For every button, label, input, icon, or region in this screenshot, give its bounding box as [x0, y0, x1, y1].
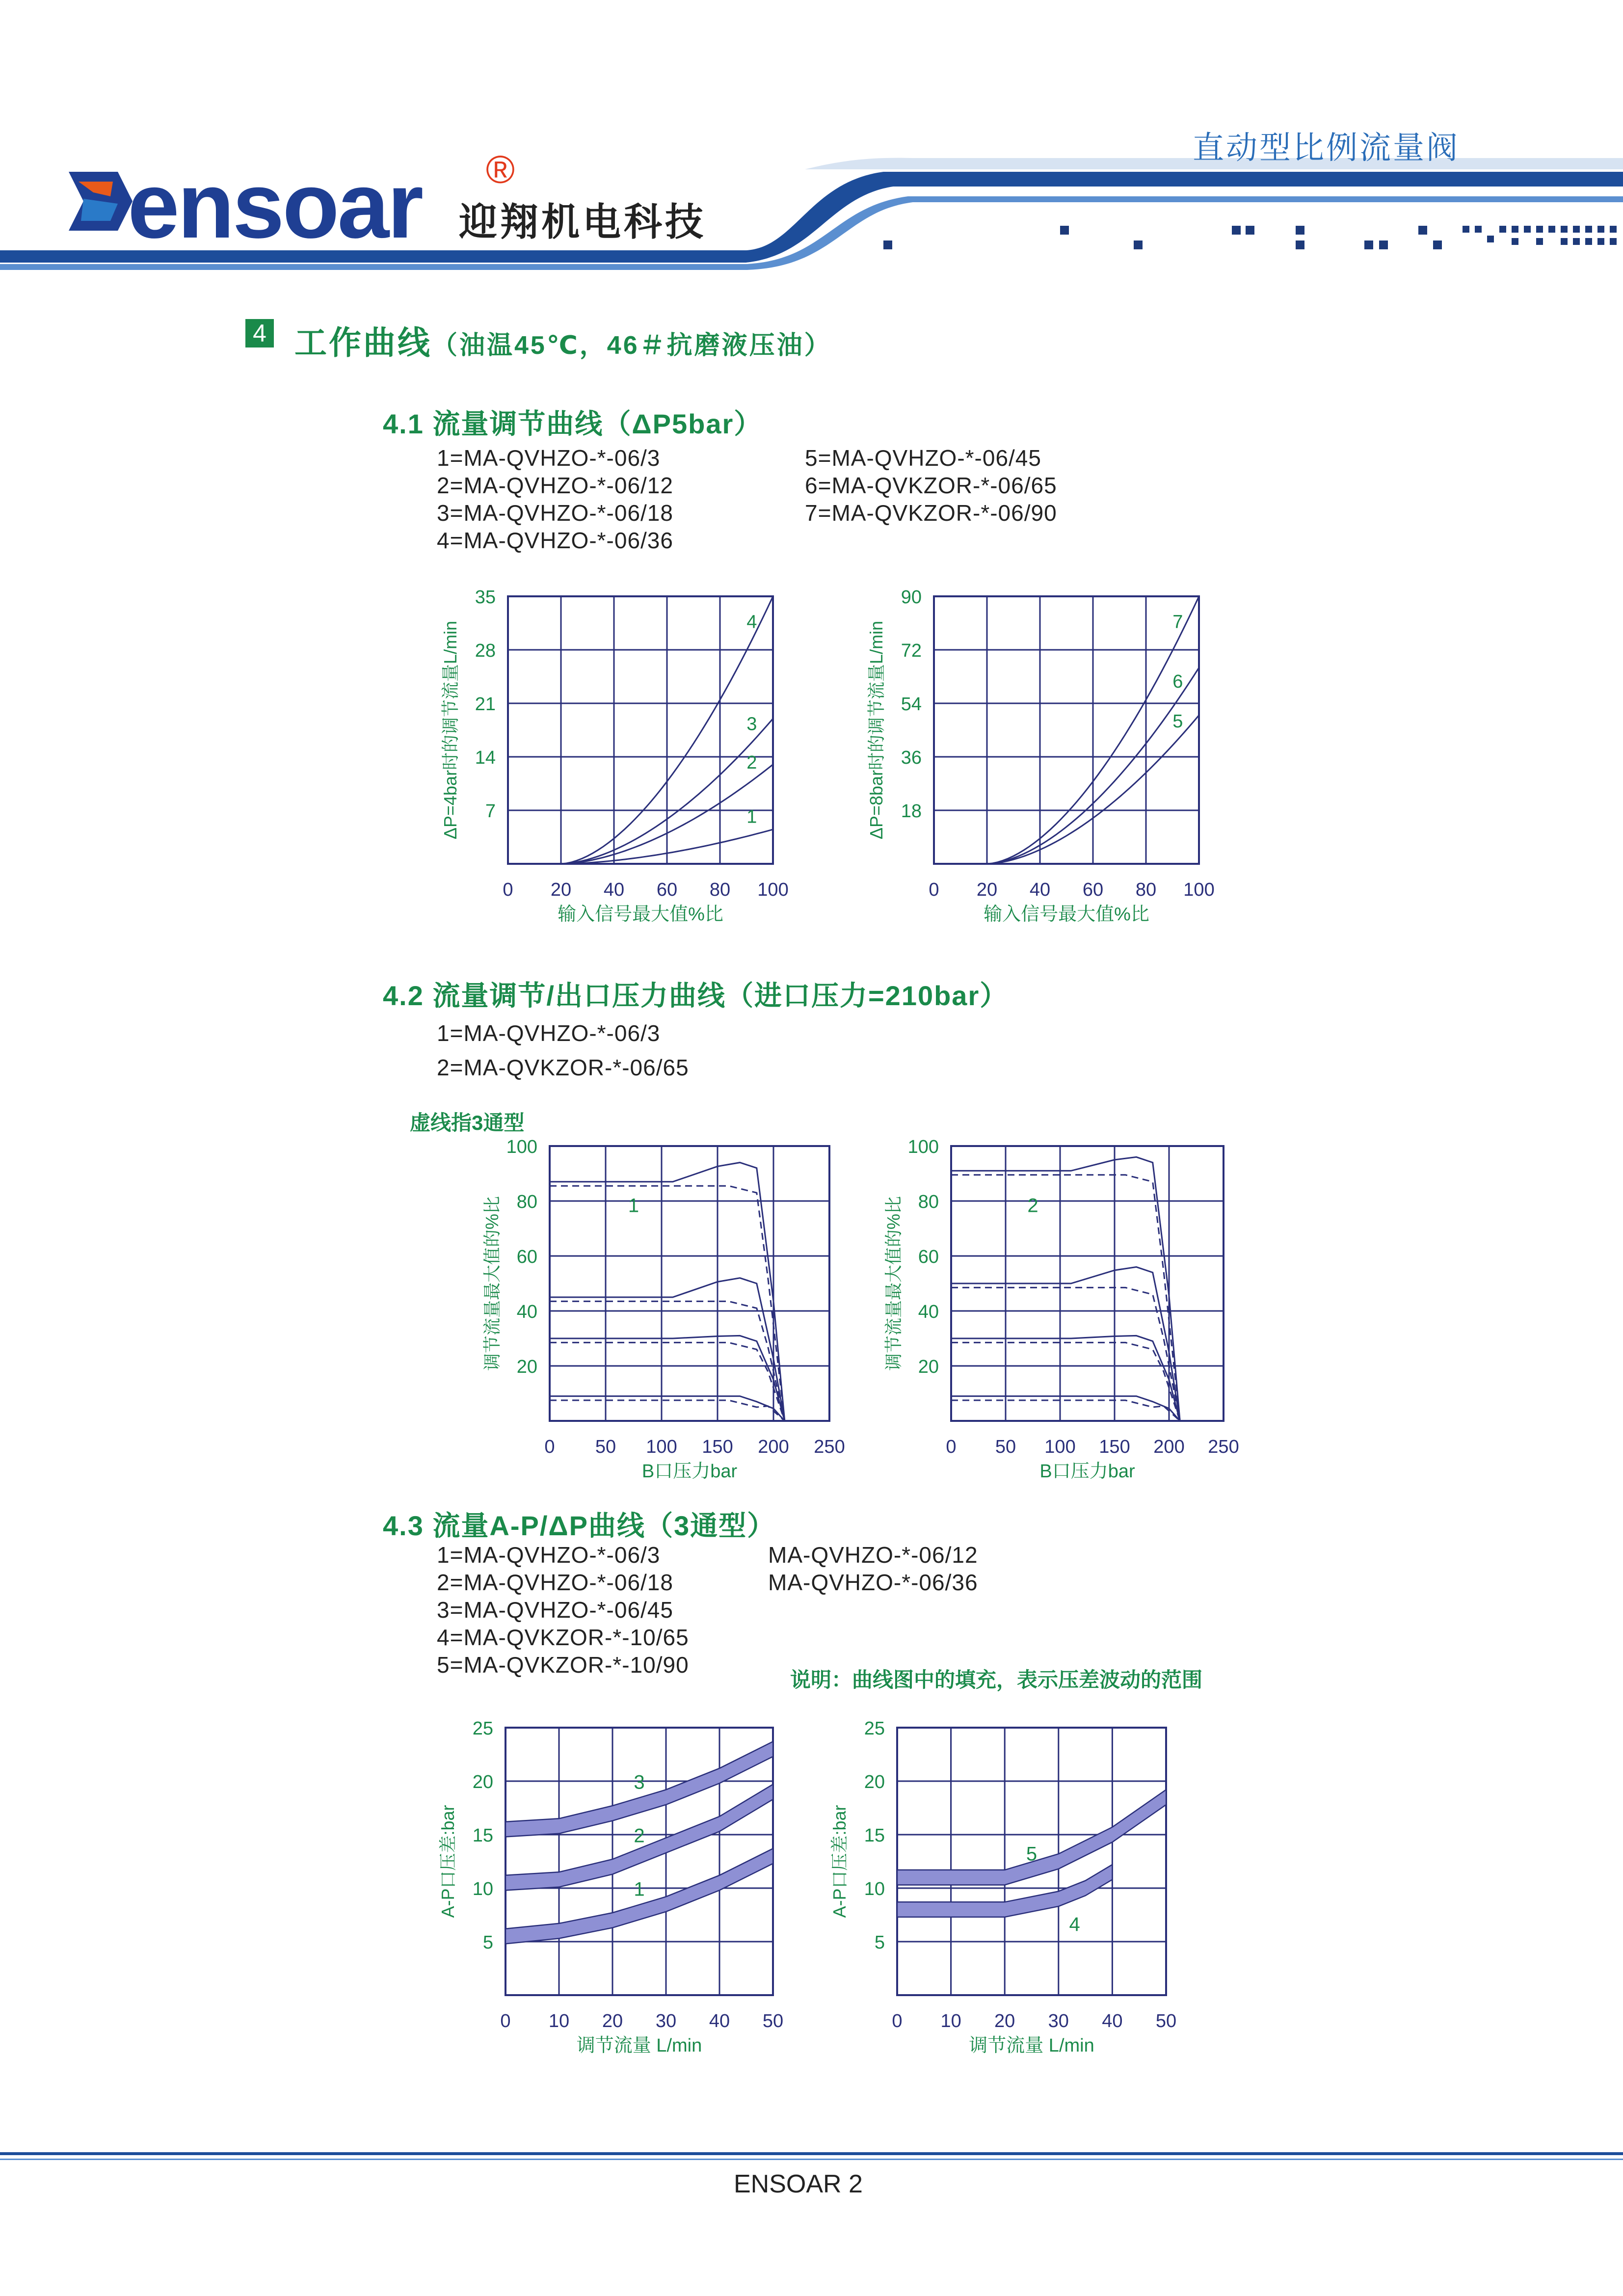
- y-axis-label: 调节流量最大值的%比: [482, 1196, 502, 1371]
- x-tick-label: 200: [1153, 1437, 1185, 1457]
- model-line: 3=MA-QVHZO-*-06/18: [437, 500, 673, 526]
- model-line: 5=MA-QVKZOR-*-10/90: [437, 1652, 689, 1678]
- x-tick-label: 50: [1155, 2011, 1177, 2031]
- series-label-5: 5: [1026, 1843, 1038, 1865]
- y-axis-label: A-P口压差:bar: [829, 1805, 850, 1918]
- series-dashed-line: [951, 1175, 1180, 1421]
- y-tick-label: 72: [901, 641, 922, 661]
- x-axis-label: B口压力bar: [641, 1461, 738, 1482]
- x-axis-label: B口压力bar: [1039, 1461, 1135, 1482]
- series-label-4: 4: [1069, 1914, 1080, 1936]
- y-tick-label: 20: [516, 1357, 537, 1377]
- series-dashed-line: [951, 1400, 1180, 1421]
- series-solid-line: [951, 1267, 1180, 1421]
- y-tick-label: 5: [482, 1932, 493, 1953]
- series-dashed-line: [550, 1301, 785, 1421]
- x-tick-label: 50: [762, 2011, 784, 2031]
- x-tick-label: 0: [929, 880, 939, 900]
- y-tick-label: 20: [472, 1772, 493, 1792]
- subsection-4-1-title: 4.1 流量调节曲线（ΔP5bar）: [383, 408, 763, 439]
- model-line: 2=MA-QVHZO-*-06/18: [437, 1570, 673, 1595]
- section-subtitle: （油温45℃，46＃抗磨液压油）: [432, 331, 832, 360]
- y-tick-label: 60: [516, 1247, 537, 1267]
- series-label-2: 2: [746, 752, 757, 773]
- chart-1: [508, 596, 773, 864]
- series-dashed-line: [550, 1342, 785, 1421]
- x-tick-label: 100: [1044, 1437, 1076, 1457]
- model-line: 5=MA-QVHZO-*-06/45: [805, 445, 1041, 471]
- plot-frame: [550, 1146, 829, 1421]
- model-line: 3=MA-QVHZO-*-06/45: [437, 1597, 673, 1623]
- series-label-2: 2: [1027, 1195, 1038, 1217]
- page-header-title: 直动型比例流量阀: [1193, 130, 1460, 165]
- x-tick-label: 10: [940, 2011, 961, 2031]
- chart-3: [550, 1146, 829, 1421]
- y-tick-label: 20: [918, 1357, 939, 1377]
- plot-frame: [508, 596, 773, 864]
- y-tick-label: 40: [918, 1302, 939, 1322]
- y-tick-label: 80: [516, 1192, 537, 1212]
- x-tick-label: 30: [655, 2011, 677, 2031]
- y-tick-label: 10: [472, 1879, 493, 1899]
- logo-text: ensoar: [128, 154, 422, 258]
- x-tick-label: 60: [1082, 880, 1104, 900]
- x-tick-label: 0: [544, 1437, 555, 1457]
- x-tick-label: 80: [709, 880, 731, 900]
- x-tick-label: 250: [814, 1437, 845, 1457]
- series-label-6: 6: [1172, 671, 1183, 692]
- section-title-text: 工作曲线: [294, 324, 432, 361]
- series-label-1: 1: [634, 1878, 645, 1900]
- x-tick-label: 100: [646, 1437, 677, 1457]
- subsection-4-2-title: 4.2 流量调节/出口压力曲线（进口压力=210bar）: [383, 980, 1009, 1011]
- x-tick-label: 150: [702, 1437, 733, 1457]
- y-tick-label: 18: [901, 801, 922, 822]
- chart-2: [934, 596, 1199, 864]
- series-label-4: 4: [746, 612, 757, 633]
- y-tick-label: 90: [901, 587, 922, 608]
- x-tick-label: 40: [709, 2011, 730, 2031]
- chart-5: [506, 1728, 773, 1995]
- x-tick-label: 100: [757, 880, 789, 900]
- series-label-3: 3: [634, 1771, 645, 1793]
- footer-rule: [0, 2152, 1623, 2155]
- series-label-1: 1: [746, 806, 757, 828]
- series-solid-line: [951, 1335, 1180, 1421]
- series-label-2: 2: [634, 1825, 645, 1847]
- x-axis-label: 输入信号最大值%比: [984, 904, 1149, 925]
- plot-frame: [934, 596, 1199, 864]
- y-tick-label: 100: [907, 1137, 939, 1157]
- y-axis-label: ΔP=4bar时的调节流量L/min: [440, 620, 460, 840]
- x-tick-label: 20: [994, 2011, 1015, 2031]
- logo-chinese-name: 迎翔机电科技: [459, 200, 707, 243]
- section-number-badge: 4: [245, 319, 274, 347]
- x-tick-label: 20: [550, 880, 572, 900]
- y-tick-label: 15: [472, 1825, 493, 1846]
- x-axis-label: 调节流量 L/min: [969, 2035, 1094, 2056]
- x-axis-label: 调节流量 L/min: [576, 2035, 702, 2056]
- y-tick-label: 35: [475, 587, 496, 608]
- series-solid-line: [550, 1335, 785, 1421]
- x-tick-label: 0: [503, 880, 513, 900]
- x-tick-label: 50: [995, 1437, 1016, 1457]
- x-tick-label: 40: [603, 880, 625, 900]
- y-tick-label: 21: [475, 694, 496, 715]
- model-line: MA-QVHZO-*-06/12: [768, 1542, 978, 1568]
- x-tick-label: 0: [892, 2011, 903, 2031]
- x-tick-label: 250: [1208, 1437, 1239, 1457]
- subsection-4-3-title: 4.3 流量A-P/ΔP曲线（3通型）: [383, 1510, 776, 1541]
- x-tick-label: 80: [1135, 880, 1157, 900]
- model-line: 4=MA-QVHZO-*-06/36: [437, 528, 673, 553]
- x-axis-label: 输入信号最大值%比: [558, 904, 723, 925]
- series-band-5: [897, 1789, 1166, 1885]
- y-tick-label: 60: [918, 1247, 939, 1267]
- registered-mark: ®: [486, 148, 515, 191]
- y-tick-label: 100: [506, 1137, 537, 1157]
- x-tick-label: 40: [1102, 2011, 1123, 2031]
- y-tick-label: 7: [485, 801, 496, 822]
- chart-4: [951, 1146, 1224, 1421]
- y-tick-label: 25: [472, 1718, 493, 1739]
- model-line: 4=MA-QVKZOR-*-10/65: [437, 1625, 689, 1650]
- model-line: 2=MA-QVKZOR-*-06/65: [437, 1055, 689, 1080]
- x-tick-label: 10: [548, 2011, 570, 2031]
- model-line: 2=MA-QVHZO-*-06/12: [437, 473, 673, 498]
- model-line: 1=MA-QVHZO-*-06/3: [437, 445, 661, 471]
- y-axis-label: ΔP=8bar时的调节流量L/min: [866, 620, 886, 840]
- x-tick-label: 60: [656, 880, 678, 900]
- x-tick-label: 40: [1029, 880, 1051, 900]
- x-tick-label: 30: [1048, 2011, 1069, 2031]
- y-tick-label: 25: [864, 1718, 885, 1739]
- y-tick-label: 28: [475, 641, 496, 661]
- series-solid-line: [951, 1157, 1180, 1421]
- model-line: MA-QVHZO-*-06/36: [768, 1570, 978, 1595]
- series-label-3: 3: [746, 714, 757, 735]
- model-line: 1=MA-QVHZO-*-06/3: [437, 1020, 661, 1046]
- y-tick-label: 54: [901, 694, 922, 715]
- x-tick-label: 0: [500, 2011, 511, 2031]
- x-tick-label: 50: [595, 1437, 616, 1457]
- model-line: 6=MA-QVKZOR-*-06/65: [805, 473, 1057, 498]
- y-axis-label: 调节流量最大值的%比: [883, 1196, 904, 1371]
- model-line: 1=MA-QVHZO-*-06/3: [437, 1542, 661, 1568]
- x-tick-label: 20: [976, 880, 998, 900]
- fill-range-note: 说明：曲线图中的填充，表示压差波动的范围: [790, 1668, 1203, 1691]
- dashed-line-note: 虚线指3通型: [410, 1111, 525, 1134]
- model-line: 7=MA-QVKZOR-*-06/90: [805, 500, 1057, 526]
- y-tick-label: 15: [864, 1825, 885, 1846]
- footer-page-label: ENSOAR 2: [734, 2170, 863, 2198]
- x-tick-label: 20: [602, 2011, 623, 2031]
- series-label-5: 5: [1172, 711, 1183, 732]
- series-label-7: 7: [1172, 612, 1183, 633]
- y-tick-label: 20: [864, 1772, 885, 1792]
- y-tick-label: 36: [901, 748, 922, 768]
- y-axis-label: A-P口压差:bar: [438, 1805, 458, 1918]
- x-tick-label: 100: [1183, 880, 1215, 900]
- footer-rule-thin: [0, 2159, 1623, 2160]
- y-tick-label: 80: [918, 1192, 939, 1212]
- y-tick-label: 10: [864, 1879, 885, 1899]
- x-tick-label: 200: [758, 1437, 789, 1457]
- series-dashed-line: [550, 1186, 785, 1421]
- series-dashed-line: [550, 1400, 785, 1421]
- x-tick-label: 150: [1099, 1437, 1130, 1457]
- y-tick-label: 40: [516, 1302, 537, 1322]
- y-tick-label: 14: [475, 748, 496, 768]
- series-dashed-line: [951, 1342, 1180, 1421]
- y-tick-label: 5: [874, 1932, 885, 1953]
- x-tick-label: 0: [946, 1437, 957, 1457]
- series-label-1: 1: [628, 1195, 639, 1217]
